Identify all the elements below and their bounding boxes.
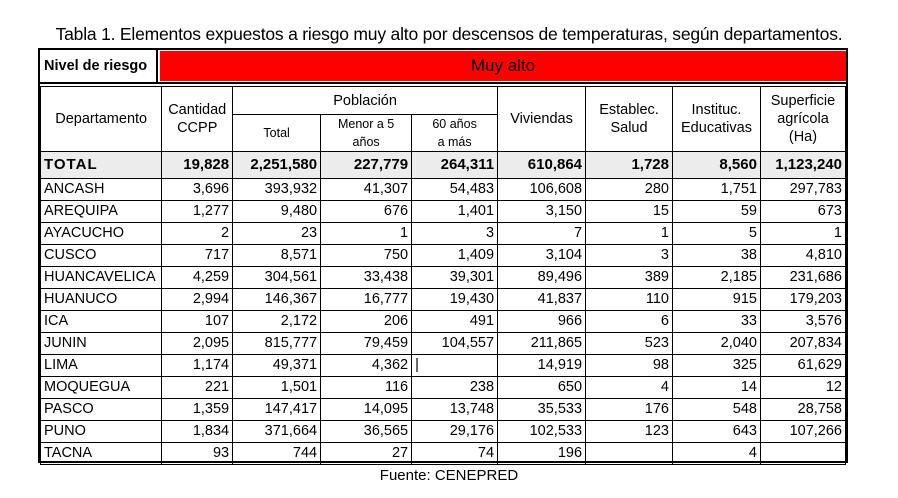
value-cell: 79,459 [321, 333, 412, 355]
value-cell: 325 [673, 355, 761, 377]
header-sup-line3: (Ha) [788, 129, 818, 145]
value-cell: 147,417 [233, 399, 321, 421]
value-cell: 643 [673, 421, 761, 443]
value-cell: 717 [162, 245, 233, 267]
value-cell: 2,095 [162, 333, 233, 355]
header-60-line2: a más [437, 135, 472, 149]
header-educ [673, 87, 761, 152]
value-cell: 815,777 [233, 333, 321, 355]
value-cell: 49,371 [233, 355, 321, 377]
value-cell: 206 [321, 311, 412, 333]
value-cell: 1 [321, 223, 412, 245]
value-cell: 196 [498, 443, 586, 465]
department-cell: CUSCO [41, 245, 162, 267]
source-note: Fuente: CENEPRED [379, 467, 519, 484]
value-cell: 650 [498, 377, 586, 399]
value-cell: 27 [321, 443, 412, 465]
value-cell: 36,565 [321, 421, 412, 443]
header-educ-line2: Educativas [681, 120, 752, 136]
value-cell: 4 [586, 377, 673, 399]
risk-level-label: Nivel de riesgo [40, 50, 158, 82]
value-cell: 1,501 [233, 377, 321, 399]
value-cell: 146,367 [233, 289, 321, 311]
value-cell: 123 [586, 421, 673, 443]
value-cell: 23 [233, 223, 321, 245]
table-row [41, 179, 846, 201]
total-label: TOTAL [41, 152, 162, 179]
value-cell: 29,176 [412, 421, 498, 443]
department-cell: PASCO [41, 399, 162, 421]
department-cell: MOQUEGUA [41, 377, 162, 399]
value-cell: 4,362 [321, 355, 412, 377]
header-menor5-line1: Menor a 5 [337, 117, 395, 131]
value-cell: 38 [673, 245, 761, 267]
department-cell: PUNO [41, 421, 162, 443]
value-cell: 3,696 [162, 179, 233, 201]
value-cell: 1,409 [412, 245, 498, 267]
value-cell: 5 [673, 223, 761, 245]
value-cell: 4,259 [162, 267, 233, 289]
total-row [41, 152, 846, 179]
department-cell: AYACUCHO [41, 223, 162, 245]
value-cell: 176 [586, 399, 673, 421]
value-cell: 12 [760, 377, 845, 399]
department-cell: AREQUIPA [41, 201, 162, 223]
value-cell: 750 [321, 245, 412, 267]
data-table [40, 86, 846, 465]
value-cell: 14,919 [498, 355, 586, 377]
value-cell: 548 [673, 399, 761, 421]
header-salud-line2: Salud [610, 120, 648, 136]
department-cell: JUNIN [41, 333, 162, 355]
table-row [41, 245, 846, 267]
value-cell: 35,533 [498, 399, 586, 421]
header-pob-total: Total [233, 115, 321, 152]
value-cell: 393,932 [233, 179, 321, 201]
value-cell: 28,758 [760, 399, 845, 421]
header-departamento: Departamento [41, 87, 162, 152]
value-cell: 61,629 [760, 355, 845, 377]
value-cell: 304,561 [233, 267, 321, 289]
value-cell: 33 [673, 311, 761, 333]
table-row [41, 443, 846, 465]
value-cell: 1,174 [162, 355, 233, 377]
table-row [41, 267, 846, 289]
value-cell: 1,834 [162, 421, 233, 443]
value-cell: 14 [673, 377, 761, 399]
value-cell: 1,359 [162, 399, 233, 421]
header-pob-menor5 [321, 115, 412, 152]
department-cell: TACNA [41, 443, 162, 465]
header-60-line1: 60 años [432, 117, 477, 131]
value-cell [586, 443, 673, 465]
value-cell: 13,748 [412, 399, 498, 421]
table-title: Tabla 1. Elementos expuestos a riesgo muy alto por descensos de temperaturas, según departamentos. [55, 24, 843, 44]
value-cell: 14,095 [321, 399, 412, 421]
header-salud [586, 87, 673, 152]
total-cell: 264,311 [412, 152, 498, 179]
value-cell: 107 [162, 311, 233, 333]
table-row [41, 399, 846, 421]
header-poblacion: Población [233, 87, 498, 115]
total-cell: 610,864 [498, 152, 586, 179]
risk-level-row [40, 50, 846, 82]
table-row [41, 355, 846, 377]
value-cell: 3 [586, 245, 673, 267]
value-cell: 4,810 [760, 245, 845, 267]
value-cell: 3,104 [498, 245, 586, 267]
table-body [41, 152, 846, 465]
table-row [41, 377, 846, 399]
value-cell: 3,150 [498, 201, 586, 223]
value-cell: 1,401 [412, 201, 498, 223]
value-cell: 107,266 [760, 421, 845, 443]
table-row [41, 201, 846, 223]
value-cell: 231,686 [760, 267, 845, 289]
total-cell: 227,779 [321, 152, 412, 179]
value-cell: 211,865 [498, 333, 586, 355]
value-cell: 673 [760, 201, 845, 223]
value-cell: 98 [586, 355, 673, 377]
value-cell: 54,483 [412, 179, 498, 201]
value-cell: 19,430 [412, 289, 498, 311]
table-row [41, 289, 846, 311]
value-cell: 9,480 [233, 201, 321, 223]
department-cell: LIMA [41, 355, 162, 377]
total-cell: 2,251,580 [233, 152, 321, 179]
value-cell [760, 443, 845, 465]
header-salud-line1: Establec. [599, 102, 659, 118]
header-sup-line1: Superficie [770, 93, 836, 109]
value-cell: 89,496 [498, 267, 586, 289]
value-cell: 238 [412, 377, 498, 399]
value-cell: 1 [586, 223, 673, 245]
value-cell: 915 [673, 289, 761, 311]
table-row [41, 333, 846, 355]
header-sup-line2: agrícola [777, 111, 829, 127]
value-cell: 93 [162, 443, 233, 465]
header-cantidad-line2: CCPP [177, 120, 218, 136]
value-cell: 106,608 [498, 179, 586, 201]
value-cell: 33,438 [321, 267, 412, 289]
value-cell: 371,664 [233, 421, 321, 443]
value-cell: 1 [760, 223, 845, 245]
value-cell: 179,203 [760, 289, 845, 311]
header-cantidad-ccpp [162, 87, 233, 152]
value-cell: 1,751 [673, 179, 761, 201]
value-cell: 15 [586, 201, 673, 223]
value-cell: 8,571 [233, 245, 321, 267]
total-cell: 1,123,240 [760, 152, 845, 179]
value-cell: 4 [673, 443, 761, 465]
value-cell: 2 [162, 223, 233, 245]
department-cell: ICA [41, 311, 162, 333]
value-cell: 102,533 [498, 421, 586, 443]
total-cell: 19,828 [162, 152, 233, 179]
department-cell: HUANUCO [41, 289, 162, 311]
header-menor5-line2: años [352, 135, 380, 149]
value-cell: 676 [321, 201, 412, 223]
header-educ-line1: Instituc. [691, 102, 742, 118]
value-cell: 491 [412, 311, 498, 333]
value-cell: 523 [586, 333, 673, 355]
risk-level-value: Muy alto [160, 51, 846, 81]
header-pob-60 [412, 115, 498, 152]
value-cell: 389 [586, 267, 673, 289]
value-cell: 74 [412, 443, 498, 465]
value-cell: 2,994 [162, 289, 233, 311]
value-cell: 41,837 [498, 289, 586, 311]
table-row [41, 311, 846, 333]
total-cell: 8,560 [673, 152, 761, 179]
header-superficie [760, 87, 845, 152]
table-row [41, 223, 846, 245]
value-cell: 7 [498, 223, 586, 245]
value-cell: 2,185 [673, 267, 761, 289]
value-cell: 221 [162, 377, 233, 399]
value-cell: 110 [586, 289, 673, 311]
department-cell: HUANCAVELICA [41, 267, 162, 289]
total-cell: 1,728 [586, 152, 673, 179]
value-cell: 116 [321, 377, 412, 399]
value-cell: 966 [498, 311, 586, 333]
value-cell: 3 [412, 223, 498, 245]
value-cell: 3,576 [760, 311, 845, 333]
header-viviendas: Viviendas [498, 87, 586, 152]
value-cell: 104,557 [412, 333, 498, 355]
value-cell: 2,040 [673, 333, 761, 355]
value-cell: 744 [233, 443, 321, 465]
value-cell: 39,301 [412, 267, 498, 289]
value-cell: 16,777 [321, 289, 412, 311]
value-cell: 297,783 [760, 179, 845, 201]
table-row [41, 421, 846, 443]
header-cantidad-line1: Cantidad [168, 102, 227, 118]
value-cell: 41,307 [321, 179, 412, 201]
value-cell: 1,277 [162, 201, 233, 223]
value-cell: 207,834 [760, 333, 845, 355]
value-cell: 6 [586, 311, 673, 333]
value-cell: 280 [586, 179, 673, 201]
value-cell: 2,172 [233, 311, 321, 333]
value-cell: 59 [673, 201, 761, 223]
value-cell: | [412, 355, 498, 377]
department-cell: ANCASH [41, 179, 162, 201]
